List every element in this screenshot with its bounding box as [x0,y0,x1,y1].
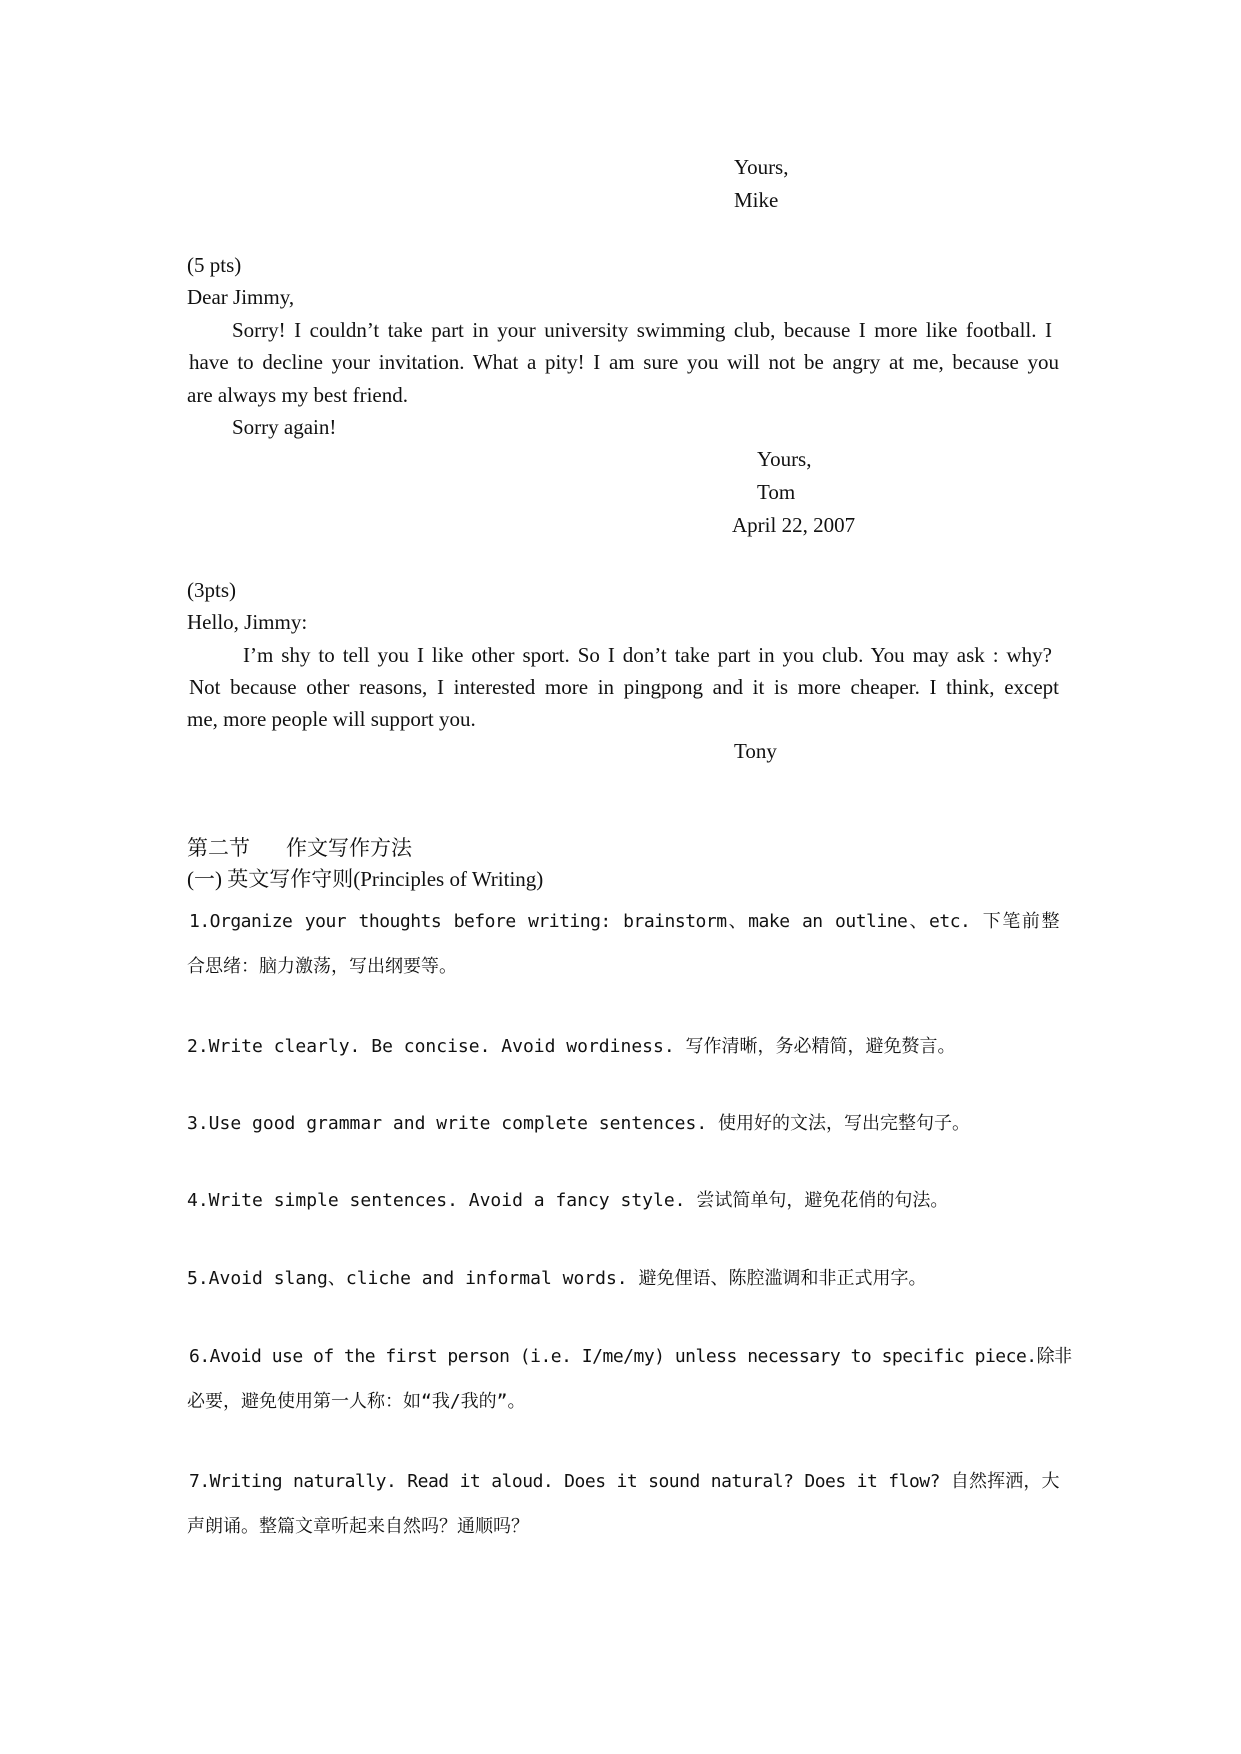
sorry-again-line: Sorry again! [232,415,337,439]
principle-1-line-1: 1.Organize your thoughts before writing: brainstorm、make an outline、etc. 下笔前整 [189,911,1059,932]
letter-body-line: are always my best friend. [187,383,409,407]
letter-body-line: have to decline your invitation. What a pity! I am sure you will not be angry at me, because you [189,350,1059,374]
signature-name: Mike [734,188,779,212]
principle-2: 2.Write clearly. Be concise. Avoid wordiness. 写作清晰，务必精简，避免赘言。 [187,1036,956,1057]
section-heading [187,838,412,859]
principle-6-line-2: 必要，避免使用第一人称：如“我/我的”。 [187,1391,526,1412]
principle-1-line-2: 合思绪：脑力激荡，写出纲要等。 [187,956,457,977]
salutation: Hello, Jimmy: [187,610,308,634]
closing-yours: Yours, [734,155,789,179]
score-label: (3pts) [187,578,236,602]
principle-3: 3.Use good grammar and write complete sentences. 使用好的文法，写出完整句子。 [187,1113,971,1134]
principle-5: 5.Avoid slang、cliche and informal words. 避免俚语、陈腔滥调和非正式用字。 [187,1268,927,1289]
section-number: 第二节 [187,836,250,860]
letter-body-line: Not because other reasons, I interested more in pingpong and it is more cheaper. I think, except [189,675,1059,699]
salutation: Dear Jimmy, [187,285,295,309]
signature-name: Tom [757,480,796,504]
letter-date: April 22, 2007 [732,513,856,537]
letter-body-line: Sorry! I couldn’t take part in your university swimming club, because I more like football. I [232,318,1052,342]
score-label: (5 pts) [187,253,242,277]
subsection-heading: (一) 英文写作守则(Principles of Writing) [187,867,544,891]
principle-6-line-1: 6.Avoid use of the first person (i.e. I/me/my) unless necessary to specific piece.除非 [189,1346,1072,1367]
principle-7-line-2: 声朗诵。整篇文章听起来自然吗？通顺吗？ [187,1516,529,1537]
principle-7-line-1: 7.Writing naturally. Read it aloud. Does it sound natural? Does it flow? 自然挥洒，大 [189,1471,1059,1492]
closing-yours: Yours, [757,447,812,471]
letter-body-line: me, more people will support you. [187,707,476,731]
signature-name: Tony [734,739,777,763]
letter-body-line: I’m shy to tell you I like other sport. So I don’t take part in you club. You may ask : why? [243,643,1052,667]
principle-4: 4.Write simple sentences. Avoid a fancy style. 尝试简单句，避免花俏的句法。 [187,1190,949,1211]
section-title: 作文写作方法 [286,836,412,860]
